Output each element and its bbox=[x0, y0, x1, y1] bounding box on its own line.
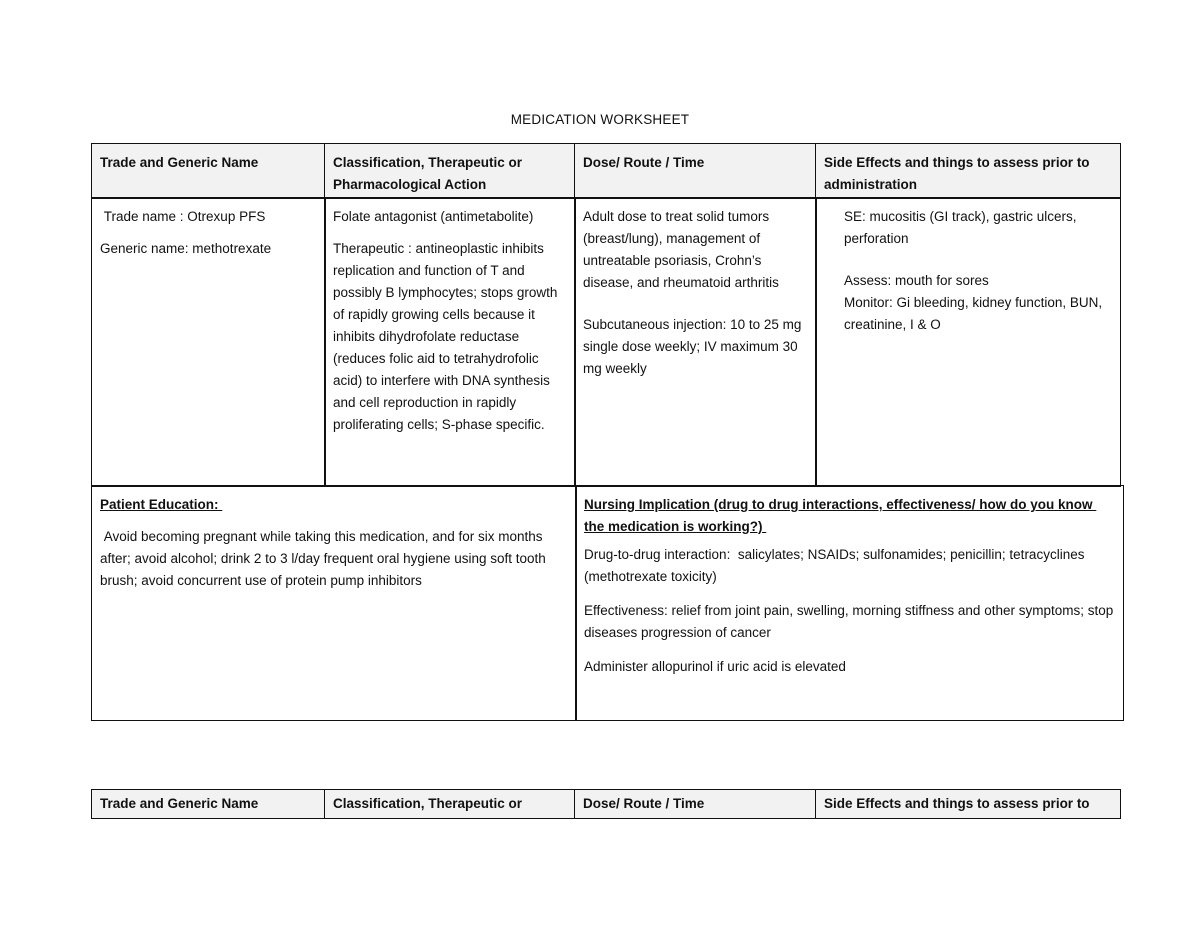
dose-route-text: Subcutaneous injection: 10 to 25 mg single dose weekly; IV maximum 30 mg weekly bbox=[583, 317, 806, 376]
header-dose-route-time bbox=[574, 143, 817, 199]
cell-classification bbox=[324, 197, 576, 487]
header-dose-route-time-label: Dose/ Route / Time bbox=[583, 155, 705, 170]
header-trade-generic bbox=[91, 143, 326, 199]
nursing-implication-box bbox=[575, 485, 1124, 721]
second-header-side-effects-label: Side Effects and things to assess prior to bbox=[824, 796, 1090, 811]
second-header-classification-label: Classification, Therapeutic or bbox=[333, 796, 523, 811]
trade-name: Trade name : Otrexup PFS bbox=[100, 209, 266, 224]
patient-education-heading: Patient Education: bbox=[100, 497, 223, 512]
patient-education-box bbox=[91, 485, 577, 721]
cell-side-effects bbox=[815, 197, 1121, 487]
dose-adult-text: Adult dose to treat solid tumors (breast/lung), management of untreatable psoriasis, Crohn’s disease, and rheumatoid arthritis bbox=[583, 209, 779, 290]
nursing-implication-heading: Nursing Implication (drug to drug interactions, effectiveness/ how do you know the medication is working?) bbox=[584, 497, 1097, 534]
header-classification bbox=[324, 143, 576, 199]
assess-text: Assess: mouth for sores bbox=[844, 273, 989, 288]
second-header-dose-route-time-label: Dose/ Route / Time bbox=[583, 796, 705, 811]
patient-education-text: Avoid becoming pregnant while taking this medication, and for six months after; avoid alcohol; drink 2 to 3 l/day frequent oral hygiene using soft tooth brush; avoid concurrent use of protein pump inhibitors bbox=[100, 529, 550, 588]
header-trade-generic-label: Trade and Generic Name bbox=[100, 155, 259, 170]
classification-text: Folate antagonist (antimetabolite) bbox=[333, 209, 534, 224]
second-header-trade-generic-label: Trade and Generic Name bbox=[100, 796, 259, 811]
side-effects-text: SE: mucositis (GI track), gastric ulcers, perforation bbox=[844, 209, 1081, 246]
effectiveness-text: Effectiveness: relief from joint pain, swelling, morning stiffness and other symptoms; stop diseases progression of cancer bbox=[584, 603, 1118, 640]
second-header-dose-route-time bbox=[574, 789, 817, 819]
monitor-text: Monitor: Gi bleeding, kidney function, BUN, creatinine, I & O bbox=[844, 295, 1106, 332]
administer-text: Administer allopurinol if uric acid is elevated bbox=[584, 659, 846, 674]
page-title: MEDICATION WORKSHEET bbox=[510, 112, 690, 127]
second-header-side-effects bbox=[815, 789, 1121, 819]
cell-trade-generic bbox=[91, 197, 326, 487]
cell-dose-route-time bbox=[574, 197, 817, 487]
generic-name: Generic name: methotrexate bbox=[100, 241, 272, 256]
header-side-effects-label: Side Effects and things to assess prior to administration bbox=[824, 155, 1094, 192]
drug-interactions-text: Drug-to-drug interaction: salicylates; NSAIDs; sulfonamides; penicillin; tetracyclines (methotrexate toxicity) bbox=[584, 547, 1089, 584]
therapeutic-text: Therapeutic : antineoplastic inhibits replication and function of T and possibly B lymphocytes; stops growth of rapidly growing cells because it inhibits dihydrofolate reductase (reduces folic aid to tetrahydrofolic acid) to interfere with DNA synthesis and cell reproduction in rapidly proliferating cells; S-phase specific. bbox=[333, 241, 562, 432]
second-header-trade-generic bbox=[91, 789, 326, 819]
header-side-effects bbox=[815, 143, 1121, 199]
header-classification-label: Classification, Therapeutic or Pharmacological Action bbox=[333, 155, 526, 192]
second-header-classification bbox=[324, 789, 576, 819]
